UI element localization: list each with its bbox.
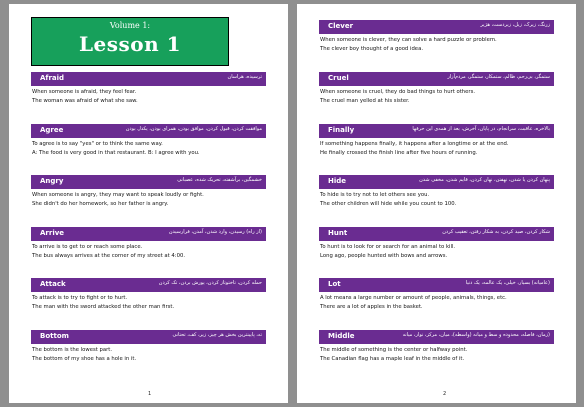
vocab-word: Hunt <box>328 229 348 237</box>
vocab-word: Angry <box>40 177 64 185</box>
word-header-bar <box>319 124 554 138</box>
example-sentence: The other children will hide while you count to 100. <box>320 201 457 207</box>
vocab-entry <box>319 20 554 52</box>
vocab-entry <box>31 227 266 259</box>
persian-meaning: (زمان، فاصله، محدوده و سط و میانه (واسطه)، میان، مرکز، نوار، میانه <box>402 332 550 338</box>
volume-label: Volume 1: <box>109 21 151 30</box>
word-header-bar <box>319 72 554 86</box>
definition-text: To hunt is to look for or search for an animal to kill. <box>320 244 456 250</box>
vocab-word: Arrive <box>40 229 65 237</box>
definition-text: To arrive is to get to or reach some place. <box>32 244 143 250</box>
page-number: 1 <box>148 391 152 397</box>
definition-text: The middle of something is the center or halfway point. <box>320 347 468 353</box>
definition-text: A lot means a large number or amount of people, animals, things, etc. <box>320 295 507 301</box>
vocab-word: Finally <box>328 126 355 134</box>
definition-text: When someone is angry, they may want to speak loudly or fight. <box>32 192 204 198</box>
page-number: 2 <box>443 391 447 397</box>
example-sentence: The bottom of my shoe has a hole in it. <box>32 356 137 362</box>
word-header-bar <box>31 330 266 344</box>
example-sentence: A: The food is very good in that restaurant. B: I agree with you. <box>32 150 200 156</box>
definition-text: To hide is to try not to let others see you. <box>320 192 430 198</box>
word-header-bar <box>319 278 554 292</box>
lesson-title-box <box>31 17 229 66</box>
persian-meaning: (از راه) رسیدن، وارد شدن، آمدن، فرارسیدن <box>168 229 262 235</box>
definition-text: To attack is to try to fight or to hurt. <box>32 295 128 301</box>
persian-meaning: ترسیده، هراسان <box>227 74 262 80</box>
definition-text: To agree is to say "yes" or to think the same way. <box>32 141 163 147</box>
example-sentence: Long ago, people hunted with bows and arrows. <box>320 253 448 259</box>
vocab-entry <box>319 72 554 104</box>
word-header-bar <box>319 20 554 34</box>
vocab-entry <box>319 175 554 207</box>
persian-meaning: خشمگین، برآشفته، تحریک شده، عصبانی <box>177 177 262 183</box>
persian-meaning: ته، پایینترین بخش هر چیز، زیر، کف، تحتانی <box>172 332 262 338</box>
example-sentence: The bus always arrives at the corner of my street at 4:00. <box>32 253 186 259</box>
vocab-word: Bottom <box>40 332 69 340</box>
vocab-word: Afraid <box>40 74 65 82</box>
persian-meaning: موافقت کردن، قبول کردن، موافق بودن، همرای بودن، یکدل بودن <box>125 126 262 132</box>
example-sentence: She didn't do her homework, so her father is angry. <box>32 201 169 207</box>
vocab-entry <box>31 124 266 156</box>
right-page <box>297 4 576 403</box>
persian-meaning: حمله کردن، تاختوتاز کردن، یورش بردن، تک کردن <box>158 280 262 286</box>
definition-text: The bottom is the lowest part. <box>32 347 113 353</box>
word-header-bar <box>319 227 554 241</box>
word-header-bar <box>31 278 266 292</box>
definition-text: When someone is cruel, they do bad things to hurt others. <box>320 89 476 95</box>
vocab-entry <box>31 72 266 104</box>
vocab-entry <box>319 227 554 259</box>
vocab-entry <box>319 330 554 362</box>
word-header-bar <box>31 124 266 138</box>
word-header-bar <box>319 330 554 344</box>
example-sentence: He finally crossed the finish line after five hours of running. <box>320 150 478 156</box>
word-header-bar <box>31 227 266 241</box>
vocab-word: Agree <box>40 126 64 134</box>
example-sentence: The cruel man yelled at his sister. <box>320 98 410 104</box>
word-header-bar <box>31 72 266 86</box>
vocab-entry <box>319 124 554 156</box>
example-sentence: The woman was afraid of what she saw. <box>32 98 138 104</box>
left-page <box>9 4 288 403</box>
example-sentence: There are a lot of apples in the basket. <box>320 304 423 310</box>
persian-meaning: (عامیانه) بسیار، خیلی، یک عالمه، یک دنیا <box>465 280 550 286</box>
vocab-word: Cruel <box>328 74 349 82</box>
persian-meaning: ستمگر، بی‌رحم، ظالم، ستمکار، ستمگر، مردم‌آزار <box>447 74 550 80</box>
persian-meaning: شکار کردن، صید کردن، به شکار رفتن، تعقیب کردن <box>442 229 550 235</box>
lesson-title: Lesson 1 <box>78 32 182 56</box>
word-header-bar <box>319 175 554 189</box>
example-sentence: The Canadian flag has a maple leaf in the middle of it. <box>320 356 465 362</box>
vocab-entry <box>31 330 266 362</box>
vocab-word: Lot <box>328 280 341 288</box>
vocab-entry <box>31 175 266 207</box>
vocab-entry <box>319 278 554 310</box>
vocab-word: Middle <box>328 332 355 340</box>
word-header-bar <box>31 175 266 189</box>
definition-text: When someone is clever, they can solve a hard puzzle or problem. <box>320 37 497 43</box>
persian-meaning: بالاخره، عاقبت، سرانجام، در پایان، آخرش، بعد از همه‌ی این حرفها <box>412 126 550 132</box>
vocab-word: Clever <box>328 22 354 30</box>
vocab-word: Attack <box>40 280 66 288</box>
persian-meaning: زرنگ، زیرک، زبل، زبردست، هژیر <box>480 22 550 28</box>
example-sentence: The clever boy thought of a good idea. <box>320 46 423 52</box>
persian-meaning: پنهان کردن یا شدن، نهفتن، نهان کردن، قایم شدن، مخفی شدن <box>419 177 550 183</box>
vocab-word: Hide <box>328 177 347 185</box>
example-sentence: The man with the sword attacked the other man first. <box>32 304 175 310</box>
definition-text: If something happens finally, it happens after a longtime or at the end. <box>320 141 509 147</box>
vocab-entry <box>31 278 266 310</box>
definition-text: When someone is afraid, they feel fear. <box>32 89 137 95</box>
